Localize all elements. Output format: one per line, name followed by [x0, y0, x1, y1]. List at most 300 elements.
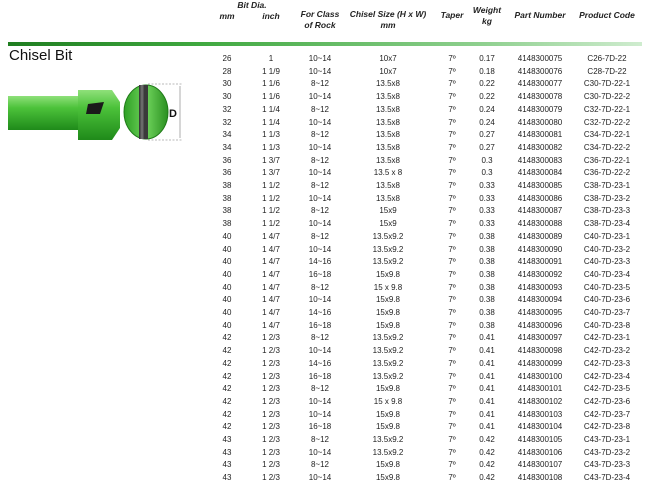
cell-chisel-size: 13.5x8	[375, 142, 401, 152]
cell-mm: 42	[222, 409, 232, 419]
cell-chisel-size: 15x9.8	[375, 384, 401, 394]
cell-rock-class: 8~12	[310, 333, 330, 343]
cell-mm: 40	[222, 257, 232, 267]
cell-chisel-size: 13.5x9.2	[372, 447, 404, 457]
table-row	[0, 307, 650, 319]
section-title: Chisel Bit	[9, 47, 73, 64]
cell-product-code: C40-7D-23-6	[583, 295, 631, 305]
cell-taper: 7º	[448, 92, 456, 102]
cell-weight: 0.38	[479, 231, 495, 241]
cell-product-code: C34-7D-22-2	[583, 142, 631, 152]
header-weight-1: Weight	[472, 5, 502, 15]
cell-weight: 0.41	[479, 409, 495, 419]
cell-inch: 1 2/3	[262, 460, 280, 470]
cell-chisel-size: 13.5x8	[375, 92, 401, 102]
cell-product-code: C43-7D-23-2	[583, 447, 631, 457]
cell-inch: 1 1/6	[262, 92, 280, 102]
dimension-label-d: D	[169, 108, 177, 120]
cell-mm: 42	[222, 371, 232, 381]
cell-product-code: C43-7D-23-4	[583, 473, 631, 483]
header-mm: mm	[219, 11, 235, 21]
cell-weight: 0.24	[479, 117, 495, 127]
cell-weight: 0.22	[479, 79, 495, 89]
cell-rock-class: 16~18	[308, 320, 332, 330]
table-row	[0, 472, 650, 484]
cell-rock-class: 10~14	[308, 92, 332, 102]
cell-taper: 7º	[448, 333, 456, 343]
cell-weight: 0.3	[481, 168, 493, 178]
table-row	[0, 383, 650, 395]
cell-weight: 0.24	[479, 104, 495, 114]
cell-mm: 38	[222, 193, 232, 203]
cell-weight: 0.38	[479, 257, 495, 267]
cell-weight: 0.38	[479, 244, 495, 254]
cell-part-number: 4148300092	[517, 269, 563, 279]
cell-part-number: 4148300104	[517, 422, 563, 432]
cell-rock-class: 10~14	[308, 447, 332, 457]
cell-inch: 1 4/7	[262, 244, 280, 254]
cell-chisel-size: 13.5x8	[375, 130, 401, 140]
table-row	[0, 371, 650, 383]
cell-rock-class: 10~14	[308, 193, 332, 203]
cell-weight: 0.42	[479, 473, 495, 483]
cell-taper: 7º	[448, 117, 456, 127]
cell-part-number: 4148300095	[517, 308, 563, 317]
cell-part-number: 4148300079	[517, 104, 563, 114]
cell-inch: 1 1/2	[262, 206, 280, 216]
cell-part-number: 4148300075	[517, 54, 563, 63]
cell-mm: 28	[222, 66, 232, 76]
table-row	[0, 421, 650, 433]
table-row	[0, 358, 650, 370]
cell-mm: 38	[222, 181, 232, 190]
table-row	[0, 78, 650, 90]
cell-weight: 0.33	[479, 206, 495, 216]
cell-taper: 7º	[448, 244, 456, 254]
cell-taper: 7º	[448, 282, 456, 292]
cell-taper: 7º	[448, 460, 456, 470]
cell-rock-class: 10~14	[308, 168, 332, 178]
cell-mm: 40	[222, 282, 232, 292]
cell-taper: 7º	[448, 79, 456, 89]
cell-part-number: 4148300080	[517, 117, 563, 127]
cell-taper: 7º	[448, 346, 456, 356]
cell-part-number: 4148300078	[517, 92, 563, 102]
cell-chisel-size: 13.5x8	[375, 155, 401, 165]
table-row	[0, 231, 650, 243]
cell-rock-class: 8~12	[310, 435, 330, 444]
table-row	[0, 193, 650, 205]
table-row	[0, 409, 650, 421]
cell-rock-class: 8~12	[310, 155, 330, 165]
cell-product-code: C26-7D-22	[587, 54, 627, 63]
header-bit-dia	[214, 0, 290, 22]
header-rock-class	[296, 9, 344, 31]
cell-part-number: 4148300102	[517, 396, 563, 406]
cell-inch: 1 2/3	[262, 396, 280, 406]
cell-rock-class: 10~14	[308, 219, 332, 229]
cell-taper: 7º	[448, 409, 456, 419]
header-chisel-size-2: mm	[380, 20, 396, 30]
cell-product-code: C42-7D-23-7	[583, 409, 631, 419]
cell-taper: 7º	[448, 384, 456, 394]
cell-mm: 43	[222, 447, 232, 457]
cell-chisel-size: 13.5x9.2	[372, 435, 404, 444]
cell-mm: 36	[222, 168, 232, 178]
cell-mm: 30	[222, 79, 232, 89]
cell-inch: 1 3/7	[262, 168, 280, 178]
cell-weight: 0.41	[479, 371, 495, 381]
table-row	[0, 256, 650, 268]
cell-taper: 7º	[448, 168, 456, 178]
cell-part-number: 4148300093	[517, 282, 563, 292]
cell-product-code: C40-7D-23-2	[583, 244, 631, 254]
header-product-code-label: Product Code	[579, 10, 635, 20]
header-product-code	[574, 10, 640, 21]
cell-part-number: 4148300077	[517, 79, 563, 89]
cell-inch: 1 1/6	[262, 79, 280, 89]
header-taper	[436, 10, 468, 21]
table-row	[0, 269, 650, 281]
cell-chisel-size: 13.5x9.2	[372, 231, 404, 241]
header-weight-2: kg	[482, 16, 492, 26]
cell-weight: 0.27	[479, 142, 495, 152]
cell-rock-class: 10~14	[308, 473, 332, 483]
header-part-number-label: Part Number	[514, 10, 566, 20]
cell-product-code: C43-7D-23-1	[583, 435, 631, 444]
cell-product-code: C38-7D-23-3	[583, 206, 631, 216]
cell-product-code: C40-7D-23-1	[583, 231, 631, 241]
cell-part-number: 4148300088	[517, 219, 563, 229]
cell-product-code: C42-7D-23-6	[583, 396, 631, 406]
cell-taper: 7º	[448, 422, 456, 432]
cell-mm: 40	[222, 244, 232, 254]
table-row	[0, 205, 650, 217]
cell-weight: 0.42	[479, 460, 495, 470]
cell-chisel-size: 15x9.8	[375, 409, 401, 419]
cell-part-number: 4148300100	[517, 371, 563, 381]
cell-chisel-size: 13.5x9.2	[372, 333, 404, 343]
cell-weight: 0.38	[479, 295, 495, 305]
cell-weight: 0.41	[479, 333, 495, 343]
table-row	[0, 142, 650, 154]
cell-product-code: C36-7D-22-2	[583, 168, 631, 178]
table-row	[0, 129, 650, 141]
header-bit-dia-label: Bit Dia.	[237, 0, 267, 10]
cell-chisel-size: 15x9	[379, 219, 397, 229]
cell-inch: 1 1/2	[262, 181, 280, 190]
cell-mm: 40	[222, 269, 232, 279]
cell-product-code: C40-7D-23-8	[583, 320, 631, 330]
cell-taper: 7º	[448, 269, 456, 279]
cell-chisel-size: 15x9.8	[375, 295, 401, 305]
cell-mm: 42	[222, 358, 232, 368]
cell-chisel-size: 13.5x8	[375, 193, 401, 203]
cell-chisel-size: 13.5x9.2	[372, 257, 404, 267]
cell-weight: 0.41	[479, 422, 495, 432]
cell-inch: 1 1/4	[262, 117, 280, 127]
header-chisel-size-1: Chisel Size (H x W)	[349, 9, 427, 19]
cell-product-code: C42-7D-23-3	[583, 358, 631, 368]
table-row	[0, 218, 650, 230]
cell-product-code: C42-7D-23-1	[583, 333, 631, 343]
cell-product-code: C40-7D-23-5	[583, 282, 631, 292]
cell-mm: 26	[222, 54, 232, 63]
cell-mm: 36	[222, 155, 232, 165]
cell-rock-class: 8~12	[310, 130, 330, 140]
cell-mm: 42	[222, 384, 232, 394]
cell-rock-class: 8~12	[310, 181, 330, 190]
cell-product-code: C28-7D-22	[587, 66, 627, 76]
cell-chisel-size: 13.5x8	[375, 79, 401, 89]
cell-product-code: C42-7D-23-5	[583, 384, 631, 394]
cell-product-code: C40-7D-23-4	[583, 269, 631, 279]
cell-rock-class: 10~14	[308, 244, 332, 254]
cell-product-code: C38-7D-23-4	[583, 219, 631, 229]
cell-mm: 43	[222, 460, 232, 470]
cell-inch: 1 1/2	[262, 219, 280, 229]
cell-rock-class: 8~12	[310, 206, 330, 216]
cell-weight: 0.27	[479, 130, 495, 140]
cell-part-number: 4148300091	[517, 257, 563, 267]
cell-chisel-size: 13.5 x 8	[373, 168, 403, 178]
cell-mm: 42	[222, 333, 232, 343]
cell-chisel-size: 13.5x8	[375, 117, 401, 127]
cell-part-number: 4148300085	[517, 181, 563, 190]
table-row	[0, 282, 650, 294]
header-rock-class-1: For Class	[300, 9, 340, 19]
cell-chisel-size: 15x9.8	[375, 460, 401, 470]
cell-inch: 1 1/2	[262, 193, 280, 203]
cell-rock-class: 8~12	[310, 282, 330, 292]
cell-inch: 1 4/7	[262, 269, 280, 279]
cell-rock-class: 10~14	[308, 142, 332, 152]
header-inch: inch	[262, 11, 280, 21]
header-divider-bar	[8, 42, 642, 46]
cell-taper: 7º	[448, 371, 456, 381]
cell-inch: 1 2/3	[262, 384, 280, 394]
cell-mm: 42	[222, 422, 232, 432]
cell-rock-class: 8~12	[310, 104, 330, 114]
cell-chisel-size: 13.5x9.2	[372, 244, 404, 254]
cell-product-code: C30-7D-22-2	[583, 92, 631, 102]
cell-part-number: 4148300086	[517, 193, 563, 203]
cell-taper: 7º	[448, 66, 456, 76]
table-row	[0, 167, 650, 179]
cell-taper: 7º	[448, 257, 456, 267]
cell-mm: 34	[222, 130, 232, 140]
table-row	[0, 396, 650, 408]
cell-mm: 43	[222, 435, 232, 444]
cell-part-number: 4148300107	[517, 460, 563, 470]
cell-product-code: C32-7D-22-2	[583, 117, 631, 127]
cell-part-number: 4148300087	[517, 206, 563, 216]
cell-weight: 0.42	[479, 435, 495, 444]
cell-part-number: 4148300101	[517, 384, 563, 394]
cell-chisel-size: 15 x 9.8	[373, 282, 403, 292]
cell-rock-class: 8~12	[310, 460, 330, 470]
table-row	[0, 91, 650, 103]
cell-mm: 38	[222, 219, 232, 229]
cell-part-number: 4148300098	[517, 346, 563, 356]
cell-inch: 1 2/3	[262, 435, 280, 444]
cell-inch: 1 2/3	[262, 473, 280, 483]
cell-inch: 1 2/3	[262, 358, 280, 368]
table-row	[0, 104, 650, 116]
cell-inch: 1 2/3	[262, 422, 280, 432]
cell-chisel-size: 15x9.8	[375, 320, 401, 330]
header-weight	[469, 5, 505, 27]
cell-rock-class: 10~14	[308, 295, 332, 305]
cell-mm: 40	[222, 308, 232, 317]
cell-rock-class: 10~14	[308, 396, 332, 406]
cell-rock-class: 8~12	[310, 231, 330, 241]
cell-taper: 7º	[448, 231, 456, 241]
cell-part-number: 4148300090	[517, 244, 563, 254]
cell-part-number: 4148300076	[517, 66, 563, 76]
cell-weight: 0.38	[479, 308, 495, 317]
cell-chisel-size: 13.5x9.2	[372, 358, 404, 368]
cell-inch: 1 4/7	[262, 231, 280, 241]
cell-rock-class: 16~18	[308, 371, 332, 381]
table-row	[0, 53, 650, 65]
cell-inch: 1 4/7	[262, 282, 280, 292]
cell-product-code: C32-7D-22-1	[583, 104, 631, 114]
cell-taper: 7º	[448, 308, 456, 317]
cell-inch: 1 2/3	[262, 371, 280, 381]
cell-inch: 1 3/7	[262, 155, 280, 165]
table-row	[0, 244, 650, 256]
cell-taper: 7º	[448, 193, 456, 203]
cell-taper: 7º	[448, 206, 456, 216]
cell-part-number: 4148300084	[517, 168, 563, 178]
cell-product-code: C38-7D-23-2	[583, 193, 631, 203]
cell-weight: 0.38	[479, 269, 495, 279]
cell-weight: 0.38	[479, 282, 495, 292]
cell-rock-class: 10~14	[308, 54, 332, 63]
cell-inch: 1 2/3	[262, 346, 280, 356]
cell-inch: 1 4/7	[262, 320, 280, 330]
cell-product-code: C34-7D-22-1	[583, 130, 631, 140]
cell-product-code: C30-7D-22-1	[583, 79, 631, 89]
cell-part-number: 4148300083	[517, 155, 563, 165]
table-row	[0, 447, 650, 459]
cell-part-number: 4148300096	[517, 320, 563, 330]
cell-taper: 7º	[448, 54, 456, 63]
cell-chisel-size: 15x9.8	[375, 308, 401, 317]
cell-mm: 40	[222, 320, 232, 330]
cell-chisel-size: 10x7	[379, 66, 397, 76]
cell-inch: 1 4/7	[262, 295, 280, 305]
cell-chisel-size: 15x9	[379, 206, 397, 216]
cell-part-number: 4148300094	[517, 295, 563, 305]
cell-chisel-size: 15x9.8	[375, 269, 401, 279]
cell-mm: 42	[222, 396, 232, 406]
cell-rock-class: 16~18	[308, 269, 332, 279]
cell-part-number: 4148300082	[517, 142, 563, 152]
cell-product-code: C42-7D-23-8	[583, 422, 631, 432]
cell-taper: 7º	[448, 447, 456, 457]
cell-mm: 32	[222, 117, 232, 127]
cell-weight: 0.17	[479, 54, 495, 63]
table-row	[0, 155, 650, 167]
cell-inch: 1 4/7	[262, 308, 280, 317]
table-row	[0, 117, 650, 129]
cell-weight: 0.41	[479, 396, 495, 406]
cell-taper: 7º	[448, 473, 456, 483]
cell-mm: 30	[222, 92, 232, 102]
cell-product-code: C38-7D-23-1	[583, 181, 631, 190]
cell-rock-class: 10~14	[308, 346, 332, 356]
cell-taper: 7º	[448, 181, 456, 190]
cell-taper: 7º	[448, 358, 456, 368]
cell-taper: 7º	[448, 295, 456, 305]
cell-inch: 1 2/3	[262, 333, 280, 343]
header-chisel-size	[340, 9, 436, 31]
cell-part-number: 4148300103	[517, 409, 563, 419]
cell-taper: 7º	[448, 155, 456, 165]
cell-chisel-size: 13.5x8	[375, 104, 401, 114]
cell-weight: 0.18	[479, 66, 495, 76]
cell-chisel-size: 13.5x9.2	[372, 371, 404, 381]
cell-weight: 0.42	[479, 447, 495, 457]
header-rock-class-2: of Rock	[304, 20, 336, 30]
cell-product-code: C42-7D-23-2	[583, 346, 631, 356]
table-row	[0, 294, 650, 306]
cell-weight: 0.33	[479, 219, 495, 229]
table-row	[0, 320, 650, 332]
cell-rock-class: 14~16	[308, 358, 332, 368]
cell-taper: 7º	[448, 130, 456, 140]
cell-inch: 1 1/4	[262, 104, 280, 114]
cell-chisel-size: 10x7	[379, 54, 397, 63]
cell-weight: 0.41	[479, 384, 495, 394]
table-row	[0, 332, 650, 344]
cell-inch: 1 1/9	[262, 66, 280, 76]
cell-rock-class: 10~14	[308, 117, 332, 127]
table-row	[0, 434, 650, 446]
cell-rock-class: 8~12	[310, 79, 330, 89]
cell-weight: 0.22	[479, 92, 495, 102]
cell-inch: 1 4/7	[262, 257, 280, 267]
cell-weight: 0.33	[479, 181, 495, 190]
cell-inch: 1 2/3	[262, 409, 280, 419]
cell-chisel-size: 15x9.8	[375, 422, 401, 432]
cell-weight: 0.3	[481, 155, 493, 165]
cell-part-number: 4148300105	[517, 435, 563, 444]
cell-rock-class: 16~18	[308, 422, 332, 432]
table-row	[0, 459, 650, 471]
cell-taper: 7º	[448, 320, 456, 330]
cell-product-code: C43-7D-23-3	[583, 460, 631, 470]
cell-weight: 0.41	[479, 346, 495, 356]
cell-inch: 1	[268, 54, 274, 63]
cell-product-code: C42-7D-23-4	[583, 371, 631, 381]
cell-inch: 1 2/3	[262, 447, 280, 457]
cell-product-code: C40-7D-23-3	[583, 257, 631, 267]
cell-weight: 0.33	[479, 193, 495, 203]
cell-chisel-size: 13.5x9.2	[372, 346, 404, 356]
cell-rock-class: 14~16	[308, 308, 332, 317]
cell-mm: 40	[222, 231, 232, 241]
table-row	[0, 66, 650, 78]
cell-part-number: 4148300106	[517, 447, 563, 457]
cell-mm: 38	[222, 206, 232, 216]
cell-taper: 7º	[448, 219, 456, 229]
cell-taper: 7º	[448, 142, 456, 152]
table-row	[0, 345, 650, 357]
cell-rock-class: 10~14	[308, 409, 332, 419]
